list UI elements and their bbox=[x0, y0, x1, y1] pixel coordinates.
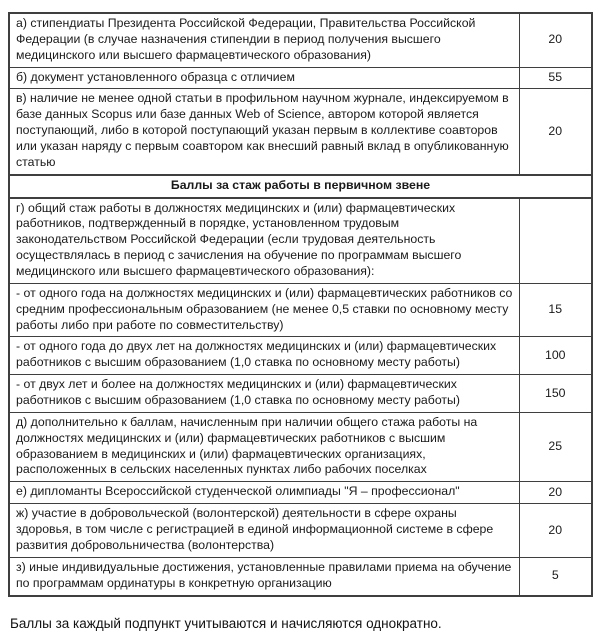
criterion-cell: б) документ установленного образца с отличием bbox=[9, 67, 519, 89]
criterion-cell: ж) участие в добровольческой (волонтерской) деятельности в сфере охраны здоровья, в том числе с регистрацией в единой информационной системе в сфере развития добровольничества (волонтерства) bbox=[9, 504, 519, 558]
criterion-cell: е) дипломанты Всероссийской студенческой олимпиады "Я – профессионал" bbox=[9, 482, 519, 504]
footer-note: Баллы за каждый подпункт учитываются и начисляются однократно. bbox=[10, 615, 442, 631]
points-cell: 20 bbox=[519, 89, 592, 175]
criterion-cell: д) дополнительно к баллам, начисленным при наличии общего стажа работы на должностях медицинских и (или) фармацевтических работников с высшим образованием в медицинских и (или) фармацевтических организациях, расположенных в сельских населенных пунктах либо рабочих поселках bbox=[9, 412, 519, 481]
section-row bbox=[9, 175, 592, 198]
table-row bbox=[9, 504, 592, 558]
points-cell: 5 bbox=[519, 557, 592, 595]
table-row bbox=[9, 198, 592, 284]
table-row bbox=[9, 375, 592, 413]
points-cell: 15 bbox=[519, 283, 592, 337]
points-cell: 20 bbox=[519, 13, 592, 67]
table-row bbox=[9, 482, 592, 504]
criterion-cell: в) наличие не менее одной статьи в профильном научном журнале, индексируемом в базе данных Scopus или базе данных Web of Science, автором которой является поступающий, либо в которой поступающий указан первым в коллективе соавторов или указан наряду с первым соавтором как внесший равный вклад в опубликованную статью bbox=[9, 89, 519, 175]
points-cell: 150 bbox=[519, 375, 592, 413]
criterion-cell: г) общий стаж работы в должностях медицинских и (или) фармацевтических работников, подтвержденный в порядке, установленном трудовым законодательством Российской Федерации (если трудовая деятельность осуществлялась в период с зачисления на обучение по программам высшего медицинского или высшего фармацевтического образования): bbox=[9, 198, 519, 284]
points-cell bbox=[519, 198, 592, 284]
criterion-cell: - от двух лет и более на должностях медицинских и (или) фармацевтических работников с высшим образованием (1,0 ставка по основному месту работы) bbox=[9, 375, 519, 413]
criterion-cell: з) иные индивидуальные достижения, установленные правилами приема на обучение по программам ординатуры в конкретную организацию bbox=[9, 557, 519, 595]
criterion-cell: - от одного года на должностях медицинских и (или) фармацевтических работников со средним профессиональным образованием (не менее 0,5 ставки по основному месту работы либо при работе по совместительству) bbox=[9, 283, 519, 337]
table-row bbox=[9, 412, 592, 481]
points-cell: 20 bbox=[519, 482, 592, 504]
table-row bbox=[9, 283, 592, 337]
table-row bbox=[9, 89, 592, 175]
points-cell: 20 bbox=[519, 504, 592, 558]
table-row bbox=[9, 337, 592, 375]
individual-achievements-table bbox=[8, 12, 593, 597]
table-body bbox=[9, 13, 592, 596]
points-cell: 25 bbox=[519, 412, 592, 481]
criterion-cell: а) стипендиаты Президента Российской Федерации, Правительства Российской Федерации (в случае назначения стипендии в период получения высшего медицинского или высшего фармацевтического образования) bbox=[9, 13, 519, 67]
table-row bbox=[9, 13, 592, 67]
table-row bbox=[9, 67, 592, 89]
criterion-cell: - от одного года до двух лет на должностях медицинских и (или) фармацевтических работников с высшим образованием (1,0 ставка по основному месту работы) bbox=[9, 337, 519, 375]
points-cell: 100 bbox=[519, 337, 592, 375]
table-row bbox=[9, 557, 592, 595]
section-title: Баллы за стаж работы в первичном звене bbox=[9, 175, 592, 198]
points-cell: 55 bbox=[519, 67, 592, 89]
